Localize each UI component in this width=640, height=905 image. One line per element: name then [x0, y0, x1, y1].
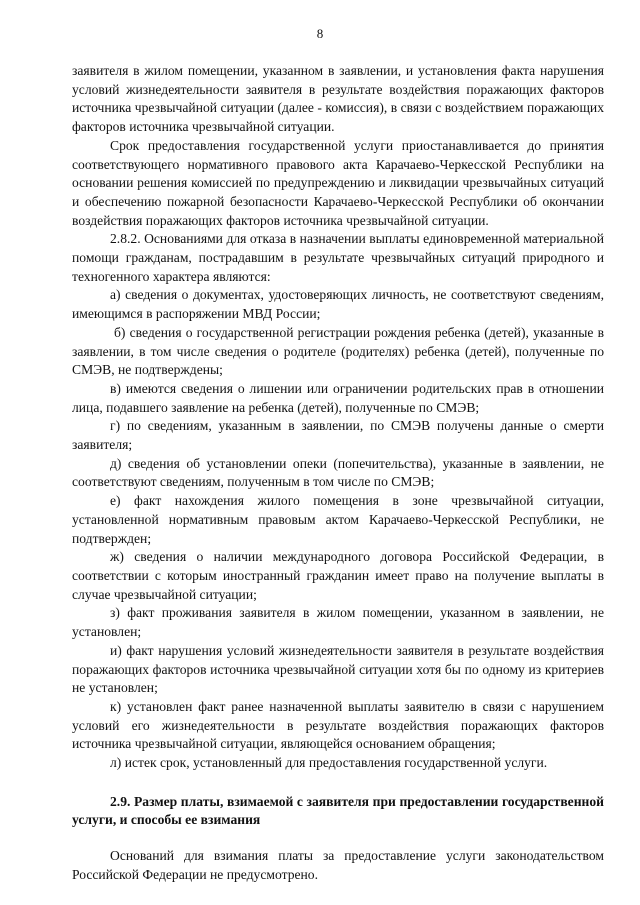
- list-item-g: г) по сведениям, указанным в заявлении, по СМЭВ получены данные о смерти заявителя;: [72, 418, 604, 453]
- list-item-zh: ж) сведения о наличии международного договора Российской Федерации, в соответствии с которым иностранный гражданин имеет право на получение выплаты в случае чрезвычайной ситуации;: [72, 549, 604, 602]
- document-body: [72, 62, 604, 885]
- section-heading: 2.9. Размер платы, взимаемой с заявителя при предоставлении государственной услуги, и способы ее взимания: [72, 793, 604, 828]
- list-item-i: и) факт нарушения условий жизнедеятельности заявителя в результате воздействия поражающих факторов источника чрезвычайной ситуации хотя бы по одному из критериев не установлен;: [72, 642, 604, 696]
- list-item-l: л) истек срок, установленный для предоставления государственной услуги.: [110, 755, 548, 771]
- list-item-k: к) установлен факт ранее назначенной выплаты заявителю в связи с нарушением условий его жизнедеятельности в результате воздействия поражающих факторов источника чрезвычайной ситуации, являющейся основанием обращения;: [72, 698, 604, 752]
- list-item-v: в) имеются сведения о лишении или ограничении родительских прав в отношении лица, подавшего заявление на ребенка (детей), полученные по СМЭВ;: [72, 380, 604, 415]
- list-item-e: е) факт нахождения жилого помещения в зоне чрезвычайной ситуации, установленной нормативным правовым актом Карачаево-Черкесской Республики, не подтвержден;: [72, 493, 604, 546]
- list-item-z: з) факт проживания заявителя в жилом помещении, указанном в заявлении, не установлен;: [72, 605, 604, 640]
- paragraph-no-fee: Оснований для взимания платы за предоставление услуги законодательством Российской Федерации не предусмотрено.: [72, 848, 604, 882]
- page-number: 8: [316, 26, 324, 41]
- paragraph-refusal-grounds: 2.8.2. Основаниями для отказа в назначении выплаты единовременной материальной помощи гражданам, пострадавшим в результате чрезвычайных ситуаций природного и техногенного характера являются:: [72, 231, 604, 284]
- list-item-a: а) сведения о документах, удостоверяющих личность, не соответствуют сведениям, имеющимся в распоряжении МВД России;: [72, 287, 604, 322]
- list-item-d: д) сведения об установлении опеки (попечительства), указанные в заявлении, не соответствуют сведениям, полученным в том числе по СМЭВ;: [72, 455, 604, 490]
- paragraph-continuation: заявителя в жилом помещении, указанном в заявлении, и установления факта нарушения условий жизнедеятельности заявителя в результате воздействия поражающих факторов источника чрезвычайной ситуации (далее - комиссия), в связи с воздействием поражающих факторов источника чрезвычайной ситуации.: [72, 63, 604, 135]
- list-item-b: б) сведения о государственной регистрации рождения ребенка (детей), указанные в заявлении, в том числе сведения о родителе (родителях) ребенка (детей), полученные по СМЭВ, не подтверждены;: [72, 324, 604, 378]
- paragraph-suspension-term: Срок предоставления государственной услуги приостанавливается до принятия соответствующего нормативного правового акта Карачаево-Черкесской Республики на основании решения комиссией по предупреждению и ликвидации чрезвычайных ситуаций и обеспечению пожарной безопасности Карачаево-Черкесской Республики об окончании воздействия поражающих факторов источника чрезвычайной ситуации.: [72, 137, 604, 228]
